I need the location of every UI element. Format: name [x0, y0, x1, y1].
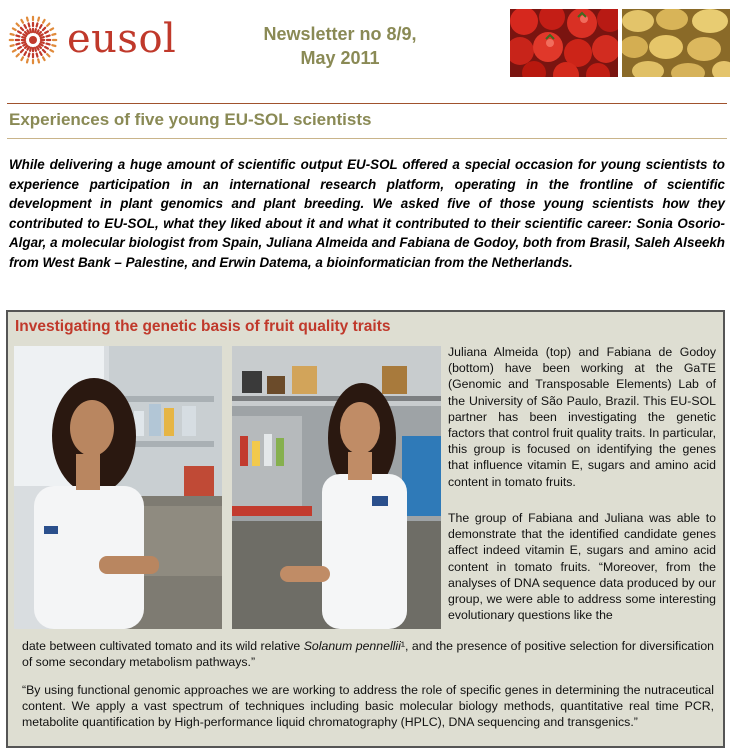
- scientist-fabiana-photo: [232, 346, 441, 629]
- continued-text-a: date between cultivated tomato and its wild relative: [22, 639, 304, 653]
- potatoes-photo: [622, 9, 730, 77]
- paragraph-methods: “By using functional genomic approaches we are working to address the role of specific genes in determining the nutraceutical content. We apply a vast spectrum of techniques including basic molecular biology methods, quantitative real time PCR, metabolite quantification by High-performance liquid chromatography (HPLC), DNA sequencing and transgenics.”: [22, 683, 714, 730]
- feature-box: [6, 310, 725, 748]
- header-divider: [7, 103, 727, 104]
- eusol-logo: [7, 14, 207, 66]
- paragraph-results-continued: [22, 638, 714, 670]
- species-name: Solanum pennellii: [303, 639, 401, 653]
- newsletter-issue: [240, 22, 440, 70]
- newsletter-number: Newsletter no 8/9,: [263, 24, 417, 44]
- section-title: Experiences of five young EU-SOL scientists: [9, 110, 372, 129]
- tomatoes-photo: [510, 9, 618, 77]
- logo-wordmark: eusol: [67, 16, 177, 62]
- paragraph-results: The group of Fabiana and Juliana was able to demonstrate that the identified candidate genes affect indeed vitamin E, sugars and amino acid content in tomato fruits. “Moreover, from the analyses of DNA sequence data produced by our group, we were able to address some interesting evolutionary questions like the: [448, 511, 716, 623]
- newsletter-header: [0, 0, 735, 90]
- continued-text-b: ¹, and the presence of positive selection for diversification of some secondary metabolism pathways.”: [22, 639, 715, 670]
- intro-paragraph: While delivering a huge amount of scientific output EU-SOL offered a special occasion for young scientists to experience participation in an international research platform, operating in the frontline of scientific development in plant genomics and plant breeding. We asked five of those young scientists how they contributed to EU-SOL, what they liked about it and what it contributed to their scientific career: Sonia Osorio-Algar, a molecular biologist from Spain, Juliana Almeida and Fabiana de Godoy, both from Brasil, Saleh Alseekh from West Bank – Palestine, and Erwin Datema, a bioinformatician from the Netherlands.: [9, 157, 725, 270]
- newsletter-date: May 2011: [300, 48, 380, 68]
- title-divider: [7, 138, 727, 139]
- feature-title: Investigating the genetic basis of fruit quality traits: [15, 318, 391, 335]
- paragraph-lab-intro: Juliana Almeida (top) and Fabiana de Godoy (bottom) have been working at the GaTE (Genomic and Transposable Elements) Lab of the University of São Paulo, Brazil. This EU-SOL partner has been investigating the genetic factors that control fruit quality traits. In particular, this group is focused on identifying the genes that influence vitamin E, sugars and amino acid content in tomato fruits.: [448, 345, 716, 489]
- sun-icon: [7, 14, 59, 66]
- scientist-juliana-photo: [14, 346, 222, 629]
